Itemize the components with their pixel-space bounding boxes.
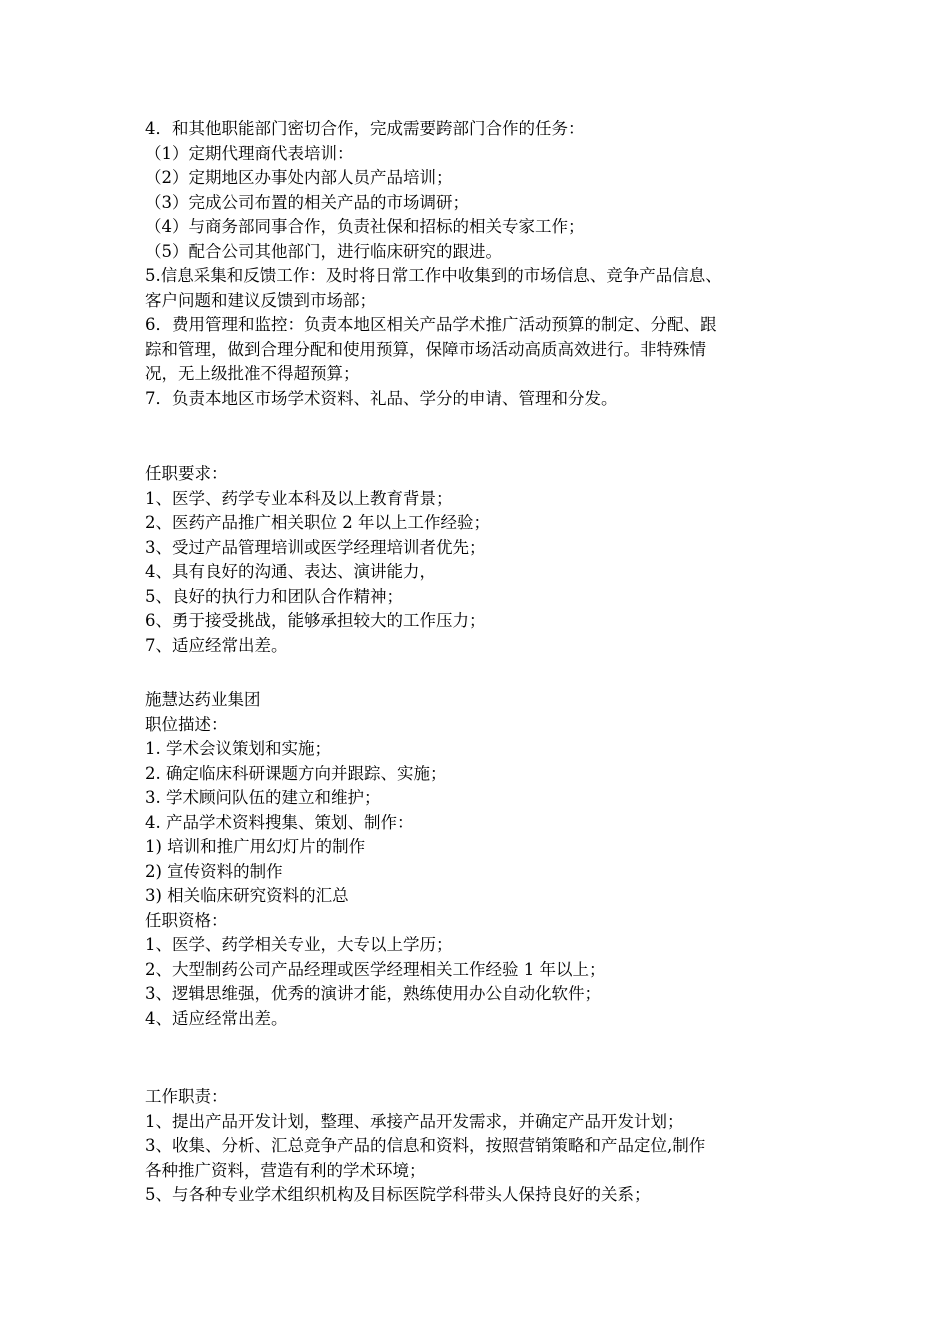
section-cross-department-duties <box>145 117 825 411</box>
list-item: 3. 学术顾问队伍的建立和维护； <box>145 788 381 807</box>
list-item: 1、医学、药学相关专业，大专以上学历； <box>145 935 453 954</box>
list-item: 5、良好的执行力和团队合作精神； <box>145 586 403 606</box>
text-line: （5）配合公司其他部门，进行临床研究的跟进。 <box>145 241 502 261</box>
text-line: 况，无上级批准不得超预算； <box>145 364 360 383</box>
text-line: 6．费用管理和监控：负责本地区相关产品学术推广活动预算的制定、分配、跟 <box>145 315 717 334</box>
list-item: 2) 宣传资料的制作 <box>145 861 283 881</box>
text-line: （4）与商务部同事合作，负责社保和招标的相关专家工作； <box>145 217 585 236</box>
list-item: 各种推广资料，营造有利的学术环境； <box>145 1160 426 1180</box>
list-item: 5、与各种专业学术组织机构及目标医院学科带头人保持良好的关系； <box>145 1185 651 1204</box>
company-name: 施慧达药业集团 <box>145 690 261 709</box>
list-item: 3) 相关临床研究资料的汇总 <box>145 886 349 905</box>
list-item: 4、适应经常出差。 <box>145 1008 288 1028</box>
text-line: 4．和其他职能部门密切合作，完成需要跨部门合作的任务： <box>145 119 585 138</box>
section-heading: 职位描述： <box>145 714 228 734</box>
list-item: 4. 产品学术资料搜集、策划、制作： <box>145 812 414 832</box>
list-item: 1、提出产品开发计划，整理、承接产品开发需求，并确定产品开发计划； <box>145 1111 684 1131</box>
text-line: 5.信息采集和反馈工作：及时将日常工作中收集到的市场信息、竞争产品信息、 <box>145 266 722 285</box>
list-item: 2、大型制药公司产品经理或医学经理相关工作经验 1 年以上； <box>145 959 606 979</box>
list-item: 3、受过产品管理培训或医学经理培训者优先； <box>145 537 486 557</box>
list-item: 6、勇于接受挑战，能够承担较大的工作压力； <box>145 611 486 630</box>
list-item: 1. 学术会议策划和实施； <box>145 739 331 758</box>
section-heading: 任职资格： <box>145 910 228 930</box>
list-item: 3、收集、分析、汇总竞争产品的信息和资料，按照营销策略和产品定位,制作 <box>145 1136 706 1155</box>
text-line: （1）定期代理商代表培训： <box>145 143 354 163</box>
text-line: 7．负责本地区市场学术资料、礼品、学分的申请、管理和分发。 <box>145 388 618 408</box>
section-job-duties <box>145 1085 825 1208</box>
list-item: 3、逻辑思维强，优秀的演讲才能，熟练使用办公自动化软件； <box>145 984 601 1003</box>
list-item: 4、具有良好的沟通、表达、演讲能力， <box>145 562 436 581</box>
list-item: 2、医药产品推广相关职位 2 年以上工作经验； <box>145 513 490 532</box>
list-item: 2. 确定临床科研课题方向并跟踪、实施； <box>145 763 447 783</box>
list-item: 1) 培训和推广用幻灯片的制作 <box>145 837 366 856</box>
list-item: 1、医学、药学专业本科及以上教育背景； <box>145 488 453 508</box>
section-job-requirements <box>145 462 825 658</box>
list-item: 7、适应经常出差。 <box>145 635 288 655</box>
section-heading: 工作职责： <box>145 1087 228 1106</box>
section-company-posting <box>145 688 825 1031</box>
section-heading: 任职要求： <box>145 464 228 483</box>
text-line: 客户问题和建议反馈到市场部； <box>145 290 376 310</box>
text-line: （2）定期地区办事处内部人员产品培训； <box>145 168 453 187</box>
text-line: 踪和管理，做到合理分配和使用预算，保障市场活动高质高效进行。非特殊情 <box>145 339 706 359</box>
text-line: （3）完成公司布置的相关产品的市场调研； <box>145 192 469 212</box>
